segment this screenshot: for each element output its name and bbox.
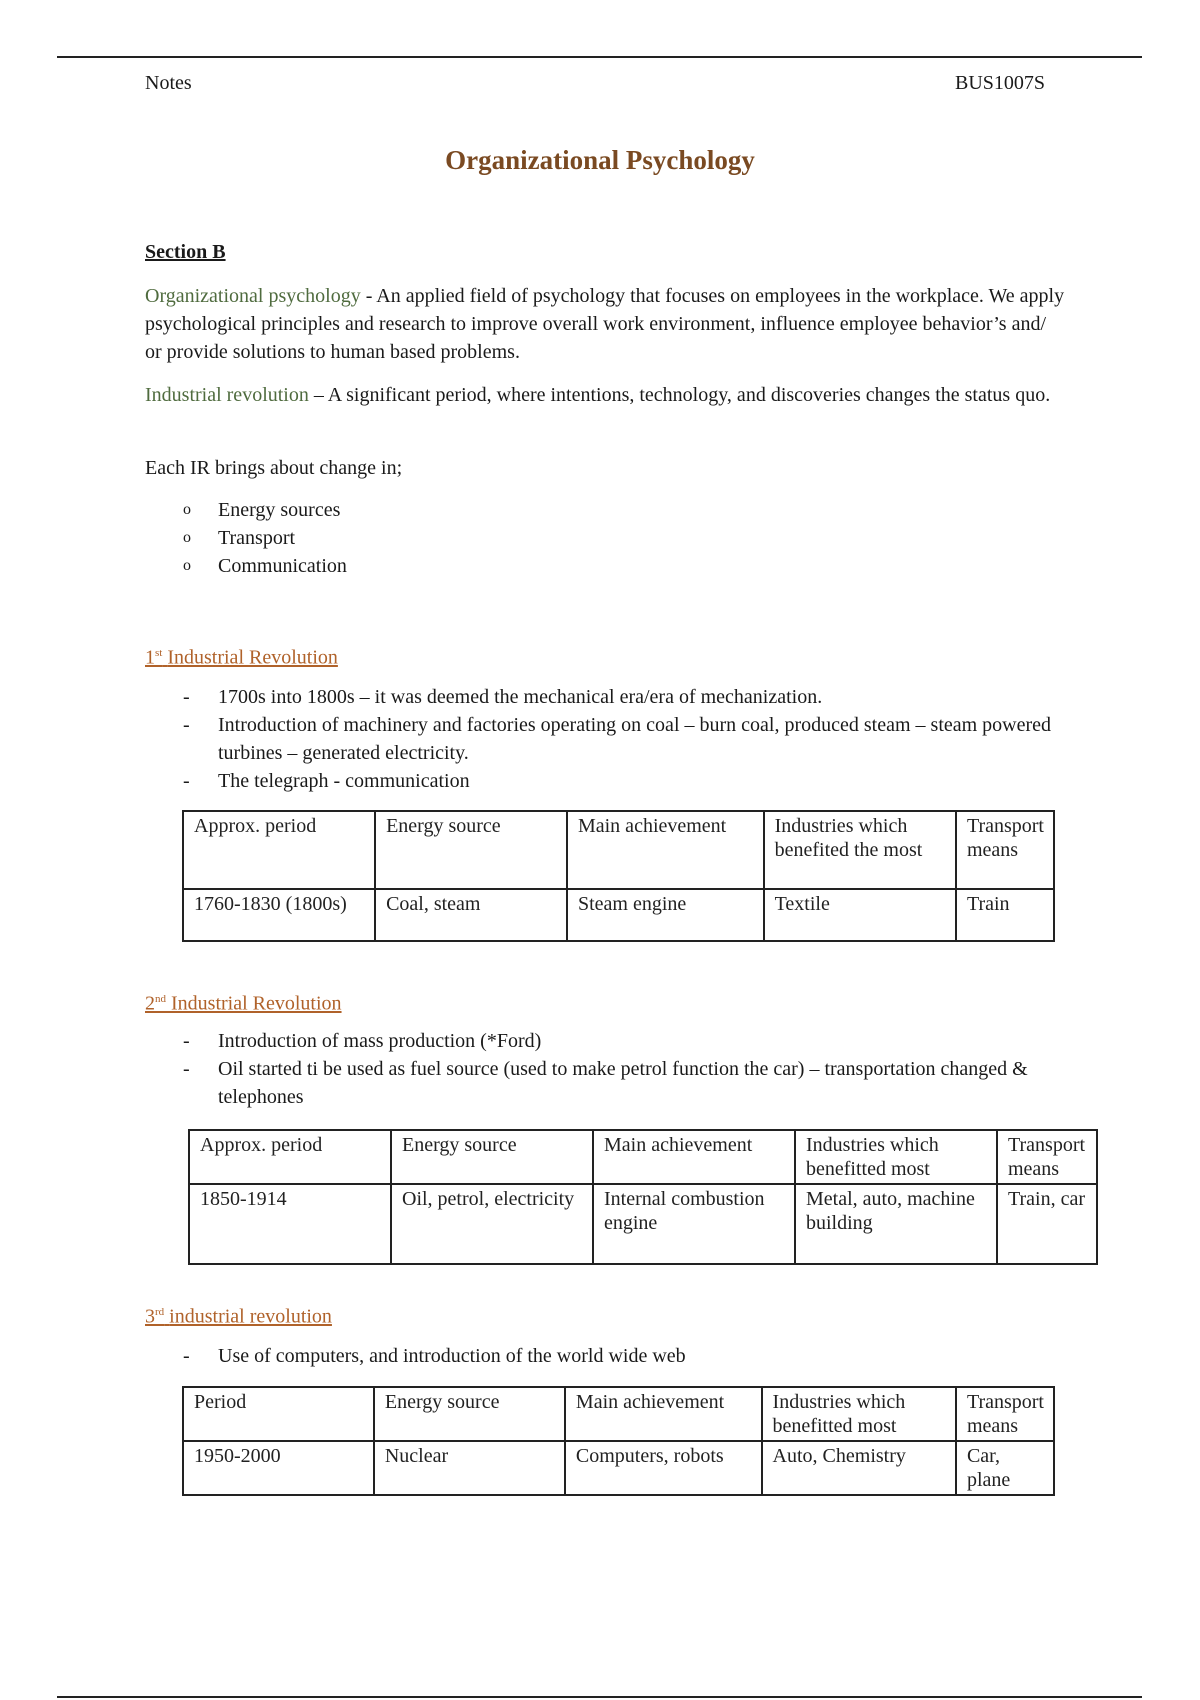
table-cell: Train — [956, 889, 1054, 941]
definition-term: Industrial revolution — [145, 384, 309, 406]
table-header-row — [183, 811, 1054, 889]
list-item: - Introduction of machinery and factories operating on coal – burn coal, produced steam – steam powered turbines – generated electricity. — [145, 711, 1078, 767]
table-cell: Coal, steam — [375, 889, 567, 941]
list-item: o Communication — [145, 552, 347, 580]
dash-bullet-icon: - — [183, 686, 190, 708]
table-header-cell: Main achievement — [565, 1387, 762, 1441]
table-cell: 1950-2000 — [183, 1441, 374, 1495]
definition-org-psych — [145, 282, 1065, 366]
table-header-cell: Energy source — [391, 1130, 593, 1184]
definition-industrial-revolution — [145, 381, 1065, 409]
definition-text: A significant period, where intentions, technology, and discoveries changes the status quo. — [327, 384, 1051, 406]
header-notes: Notes — [145, 72, 192, 94]
page-title: Organizational Psychology — [445, 145, 755, 175]
list-item: o Energy sources — [145, 496, 347, 524]
dash-bullet-icon: - — [183, 1030, 190, 1052]
table-cell: Auto, Chemistry — [762, 1441, 956, 1495]
table-header-cell: Transport means — [956, 1387, 1054, 1441]
table-row — [183, 889, 1054, 941]
list-item: - The telegraph - communication — [145, 767, 1078, 795]
table-header-cell: Industries which benefitted most — [762, 1387, 956, 1441]
list-item: - Use of computers, and introduction of the world wide web — [145, 1342, 1078, 1370]
definition-separator: - — [360, 285, 377, 307]
ir1-heading: 1st Industrial Revolution — [145, 646, 338, 669]
top-rule — [57, 56, 1142, 58]
table-cell: 1760-1830 (1800s) — [183, 889, 375, 941]
list-item: - Introduction of mass production (*Ford) — [145, 1027, 1078, 1055]
ir3-table — [182, 1386, 1055, 1496]
dash-bullet-icon: - — [183, 1058, 190, 1080]
table-header-cell: Main achievement — [593, 1130, 795, 1184]
circle-bullet-icon: o — [183, 529, 191, 546]
circle-bullet-icon: o — [183, 557, 191, 574]
dash-bullet-icon: - — [183, 770, 190, 792]
table-header-cell: Energy source — [375, 811, 567, 889]
table-row — [183, 1441, 1054, 1495]
table-header-row — [183, 1387, 1054, 1441]
table-cell: Steam engine — [567, 889, 764, 941]
list-item: o Transport — [145, 524, 347, 552]
table-header-cell: Approx. period — [183, 811, 375, 889]
table-cell: Train, car — [997, 1184, 1097, 1264]
table-header-cell: Main achievement — [567, 811, 764, 889]
ir2-heading: 2nd Industrial Revolution — [145, 992, 342, 1015]
table-cell: 1850-1914 — [189, 1184, 391, 1264]
table-cell: Textile — [764, 889, 956, 941]
ir2-bullets — [145, 1027, 1078, 1111]
list-item: - Oil started ti be used as fuel source (used to make petrol function the car) – transportation changed & telephones — [145, 1055, 1078, 1111]
table-row — [189, 1184, 1097, 1264]
table-cell: Oil, petrol, electricity — [391, 1184, 593, 1264]
header-course-code: BUS1007S — [955, 72, 1046, 94]
table-header-cell: Industries which benefited the most — [764, 811, 956, 889]
table-header-cell: Approx. period — [189, 1130, 391, 1184]
ir1-table — [182, 810, 1055, 942]
dash-bullet-icon: - — [183, 1345, 190, 1367]
table-cell: Car, plane — [956, 1441, 1054, 1495]
dash-bullet-icon: - — [183, 714, 190, 736]
change-list — [145, 496, 347, 580]
table-header-cell: Transport means — [956, 811, 1054, 889]
definition-text: An applied field of psychology that focuses on employees in the workplace. We apply psychological principles and research to improve overall work environment, influence employee behavior’s and/ or provide solutions to human based problems. — [145, 285, 1065, 363]
change-intro: Each IR brings about change in; — [145, 457, 403, 479]
table-header-cell: Industries which benefitted most — [795, 1130, 997, 1184]
table-header-cell: Energy source — [374, 1387, 565, 1441]
table-header-cell: Period — [183, 1387, 374, 1441]
table-cell: Internal combustion engine — [593, 1184, 795, 1264]
table-cell: Computers, robots — [565, 1441, 762, 1495]
definition-term: Organizational psychology — [145, 285, 361, 307]
ir2-table — [188, 1129, 1098, 1265]
ir3-heading: 3rd industrial revolution — [145, 1305, 332, 1328]
table-cell: Nuclear — [374, 1441, 565, 1495]
definition-separator: – — [308, 384, 328, 406]
ir1-bullets — [145, 683, 1078, 795]
bottom-rule — [57, 1696, 1142, 1698]
table-cell: Metal, auto, machine building — [795, 1184, 997, 1264]
table-header-cell: Transport means — [997, 1130, 1097, 1184]
list-item: - 1700s into 1800s – it was deemed the mechanical era/era of mechanization. — [145, 683, 1078, 711]
table-header-row — [189, 1130, 1097, 1184]
ir3-bullets — [145, 1342, 1078, 1370]
section-heading: Section B — [145, 241, 226, 263]
circle-bullet-icon: o — [183, 501, 191, 518]
